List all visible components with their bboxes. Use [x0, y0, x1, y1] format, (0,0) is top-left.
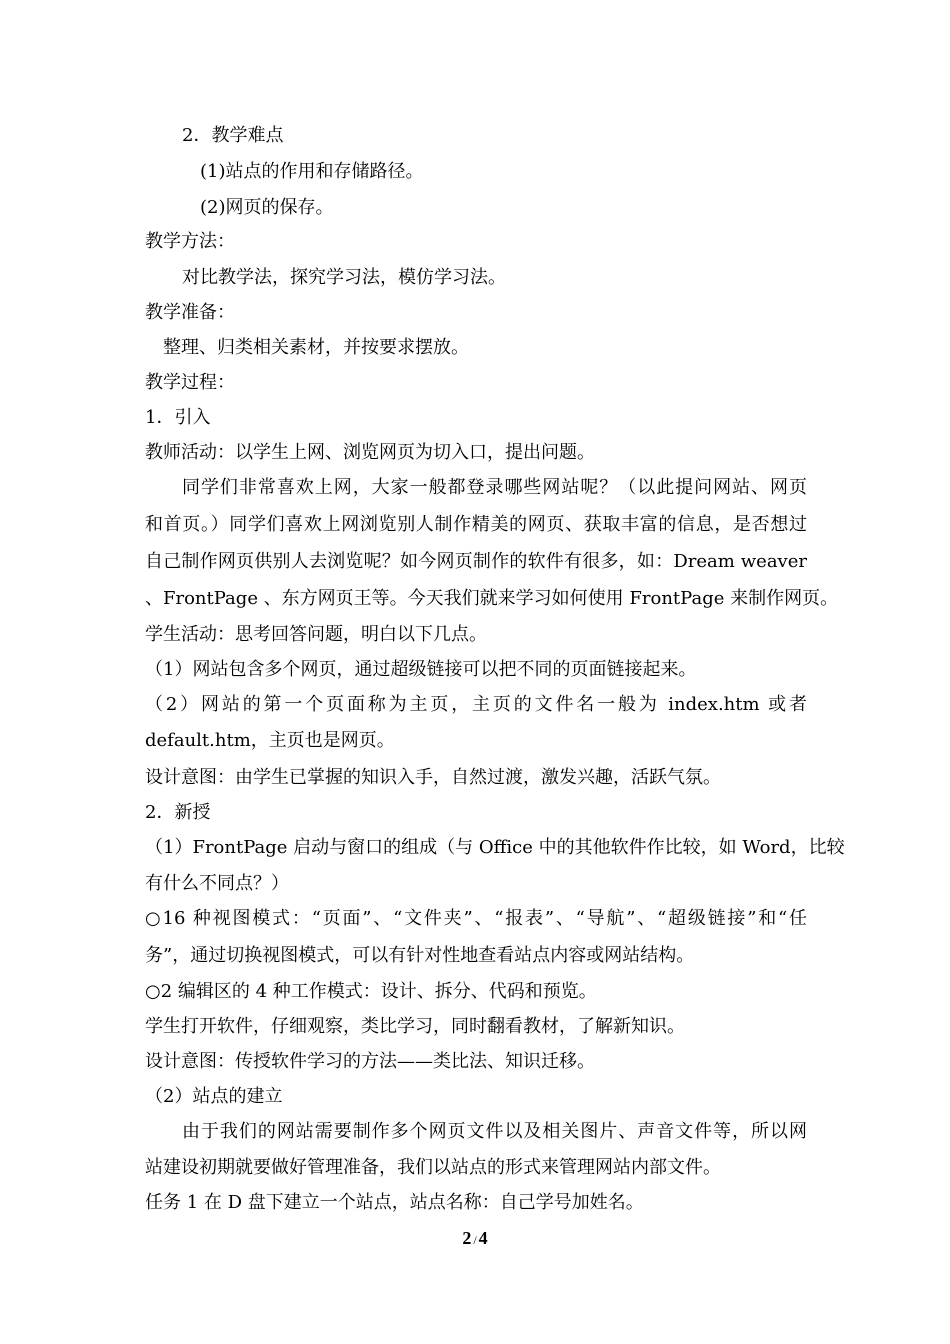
paragraph-line: 整理、归类相关素材，并按要求摆放。 — [163, 337, 469, 358]
paragraph-line: 由于我们的网站需要制作多个网页文件以及相关图片、声音文件等，所以网 — [182, 1121, 807, 1142]
heading-teaching-prep: 教学准备： — [145, 302, 235, 323]
list-item: ○16 种视图模式：“页面”、“文件夹”、“报表”、“导航”、“超级链接”和“任 — [145, 908, 807, 929]
paragraph-line: 和首页。）同学们喜欢上网浏览别人制作精美的网页、获取丰富的信息，是否想过 — [145, 514, 807, 535]
list-item: （2）站点的建立 — [145, 1086, 283, 1107]
page-total: 4 — [478, 1228, 488, 1248]
paragraph-line: 设计意图：由学生已掌握的知识入手，自然过渡，激发兴趣，活跃气氛。 — [145, 767, 721, 788]
page-number — [0, 1228, 950, 1249]
paragraph-line: default.htm，主页也是网页。 — [145, 730, 395, 751]
list-item: （2）网站的第一个页面称为主页，主页的文件名一般为 index.htm 或者 — [145, 694, 807, 715]
page-current: 2 — [462, 1228, 472, 1248]
paragraph-line: 任务 1 在 D 盘下建立一个站点，站点名称：自己学号加姓名。 — [145, 1192, 644, 1213]
paragraph-line: 设计意图：传授软件学习的方法——类比法、知识迁移。 — [145, 1051, 595, 1072]
section-heading-new-lesson: 2．新授 — [145, 802, 211, 823]
paragraph-line: 对比教学法，探究学习法，模仿学习法。 — [182, 267, 506, 288]
page-separator: / — [473, 1233, 477, 1247]
list-item: （1）网站包含多个网页，通过超级链接可以把不同的页面链接起来。 — [145, 659, 697, 680]
section-heading-intro: 1．引入 — [145, 407, 211, 428]
paragraph-line: 同学们非常喜欢上网，大家一般都登录哪些网站呢？（以此提问网站、网页 — [182, 477, 807, 498]
paragraph-line: 站建设初期就要做好管理准备，我们以站点的形式来管理网站内部文件。 — [145, 1157, 721, 1178]
list-item: ○2 编辑区的 4 种工作模式：设计、拆分、代码和预览。 — [145, 981, 597, 1002]
list-item: (1)站点的作用和存储路径。 — [200, 161, 424, 182]
paragraph-line: 学生活动：思考回答问题，明白以下几点。 — [145, 624, 487, 645]
list-item: (2)网页的保存。 — [200, 197, 334, 218]
list-item: （1）FrontPage 启动与窗口的组成（与 Office 中的其他软件作比较，如 Word，比较 — [145, 837, 845, 858]
heading-teaching-difficulty: 2．教学难点 — [182, 125, 284, 146]
paragraph-line: 自己制作网页供别人去浏览呢？如今网页制作的软件有很多，如：Dream weaver — [145, 551, 807, 572]
paragraph-line: 有什么不同点？） — [145, 873, 289, 894]
paragraph-line: 学生打开软件，仔细观察，类比学习，同时翻看教材，了解新知识。 — [145, 1016, 685, 1037]
paragraph-line: 教师活动：以学生上网、浏览网页为切入口，提出问题。 — [145, 442, 595, 463]
heading-teaching-method: 教学方法： — [145, 231, 235, 252]
paragraph-line: 、FrontPage 、东方网页王等。今天我们就来学习如何使用 FrontPage 来制作网页。 — [145, 588, 839, 609]
paragraph-line: 务”，通过切换视图模式，可以有针对性地查看站点内容或网站结构。 — [145, 945, 695, 966]
heading-teaching-process: 教学过程： — [145, 372, 235, 393]
